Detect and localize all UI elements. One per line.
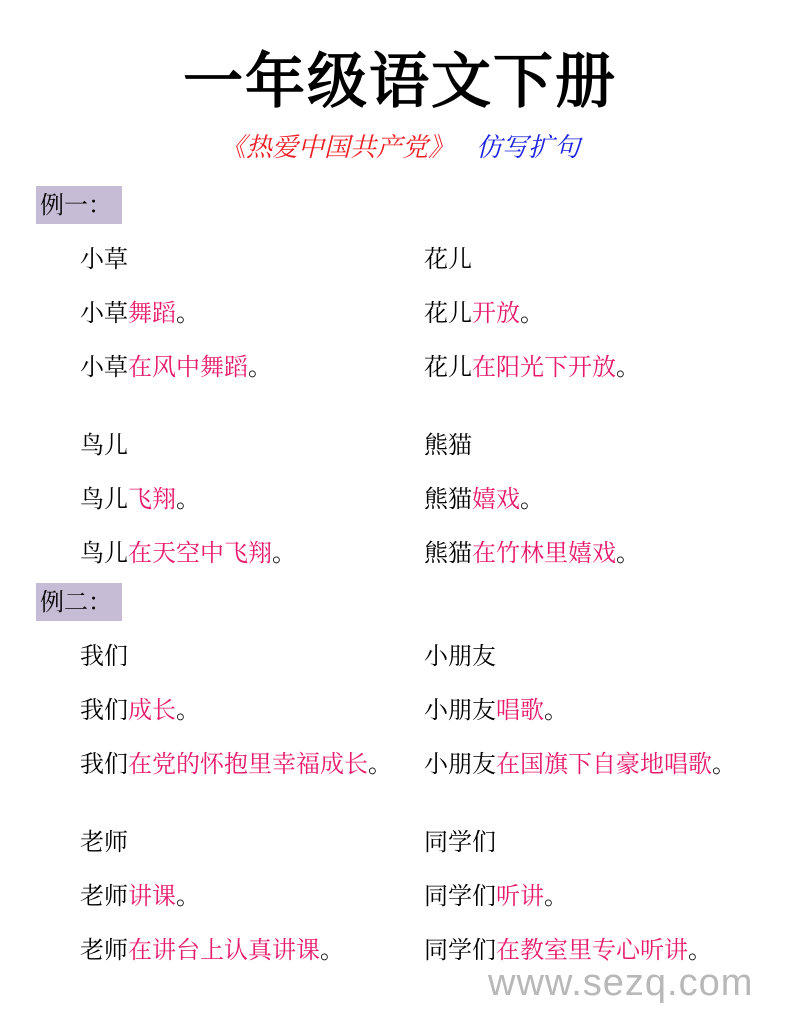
subtitle-task: 仿写扩句 [476, 133, 581, 163]
subtitle [0, 128, 800, 168]
sentence-basic: 小草舞蹈。 [80, 299, 200, 327]
sentence-expanded: 我们在党的怀抱里幸福成长。 [80, 750, 392, 778]
sentence-subject: 同学们 [424, 828, 496, 856]
sentence-subject: 小朋友 [424, 642, 496, 670]
sentence-expanded: 小朋友在国旗下自豪地唱歌。 [424, 750, 736, 778]
sentence-subject: 我们 [80, 642, 128, 670]
section-1-left-column [80, 242, 480, 590]
sentence-basic: 老师讲课。 [80, 882, 200, 910]
section-2-left-column [80, 639, 480, 987]
sentence-expanded: 鸟儿在天空中飞翔。 [80, 539, 296, 567]
sentence-basic: 我们成长。 [80, 696, 200, 724]
section-2-right-column [424, 639, 800, 987]
page-title: 一年级语文下册 [183, 47, 617, 117]
sentence-subject: 熊猫 [424, 431, 472, 459]
sentence-subject: 花儿 [424, 245, 472, 273]
sentence-subject: 老师 [80, 828, 128, 856]
sentence-subject: 小草 [80, 245, 128, 273]
sentence-basic: 花儿开放。 [424, 299, 544, 327]
sentence-expanded: 小草在风中舞蹈。 [80, 353, 272, 381]
section-label-example-2: 例二： [36, 583, 122, 621]
watermark: www.sezq.com [488, 962, 754, 1004]
sentence-expanded: 花儿在阳光下开放。 [424, 353, 640, 381]
sentence-basic: 同学们听讲。 [424, 882, 568, 910]
sentence-expanded: 同学们在教室里专心听讲。 [424, 936, 712, 964]
section-1-right-column [424, 242, 800, 590]
sentence-basic: 小朋友唱歌。 [424, 696, 568, 724]
sentence-subject: 鸟儿 [80, 431, 128, 459]
subtitle-book-title: 《热爱中国共产党》 [219, 133, 454, 163]
section-label-example-1: 例一： [36, 186, 122, 224]
sentence-basic: 熊猫嬉戏。 [424, 485, 544, 513]
sentence-expanded: 熊猫在竹林里嬉戏。 [424, 539, 640, 567]
sentence-basic: 鸟儿飞翔。 [80, 485, 200, 513]
sentence-expanded: 老师在讲台上认真讲课。 [80, 936, 344, 964]
